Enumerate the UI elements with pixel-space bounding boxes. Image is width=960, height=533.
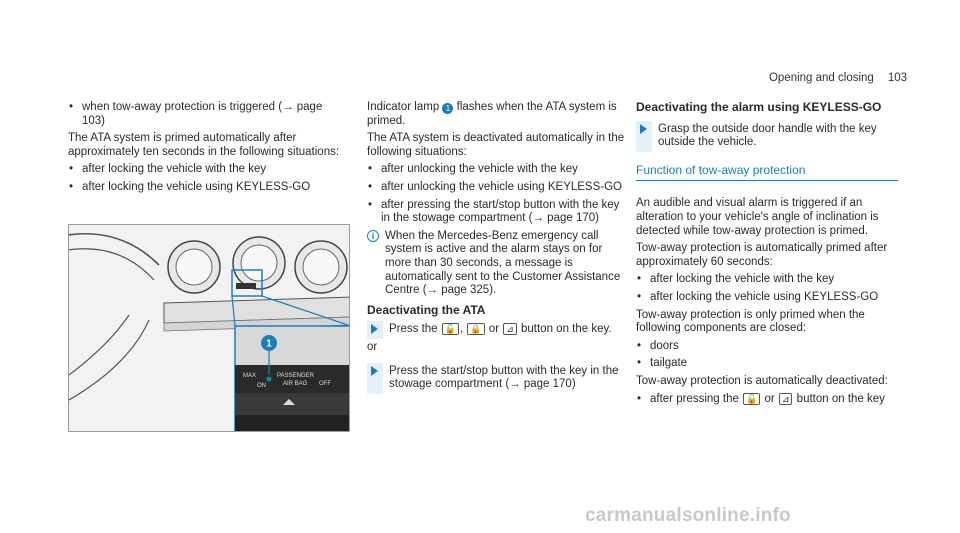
paragraph: Tow-away protection is automatically primed after approximately 60 seconds:	[636, 242, 888, 268]
dashboard-illustration	[68, 224, 350, 432]
paragraph	[367, 101, 627, 128]
step-arrow-icon	[371, 324, 378, 334]
text: or	[764, 392, 775, 405]
or-text: or	[367, 340, 378, 353]
unlock-key-icon: 🔓	[442, 323, 459, 335]
text: Indicator lamp	[367, 101, 440, 113]
info-note	[367, 230, 627, 298]
list-item: • after unlocking the vehicle with the key	[367, 163, 627, 177]
instruction-step	[636, 123, 898, 150]
text: Press the	[389, 323, 438, 336]
text: button on the key	[796, 392, 885, 405]
btn-off-label: OFF	[319, 381, 331, 387]
heading-deactivating-alarm: Deactivating the alarm using KEYLESS-GO	[636, 100, 882, 114]
bullet-list	[68, 101, 348, 128]
heading-deactivating-ata: Deactivating the ATA	[367, 302, 486, 317]
column-middle	[367, 101, 627, 396]
section-name: Opening and closing	[768, 72, 874, 84]
instruction-step: Press the 🔓 , 🔒 or ⊿ button on the key.	[367, 323, 627, 337]
list-item: • after locking the vehicle using KEYLESS-GO	[636, 291, 898, 305]
text: flashes when the ATA system is primed.	[367, 101, 617, 127]
page-number: 103	[887, 72, 907, 84]
text: button on the key.	[521, 323, 612, 336]
text: Grasp the outside door handle with the key outside the vehicle.	[658, 122, 877, 149]
page-header	[769, 72, 907, 84]
list-item: • after locking the vehicle with the key	[68, 163, 348, 177]
paragraph: The ATA system is deactivated automatically in the following situations:	[367, 132, 625, 158]
btn-on-label: ON	[257, 383, 266, 389]
btn-left-label: MAX	[243, 373, 257, 379]
btn-passenger-label: PASSENGER	[277, 373, 314, 379]
column-right	[636, 101, 898, 410]
btn-airbag-label: AIR BAG	[283, 381, 308, 387]
paragraph: The ATA system is primed automatically after approximately ten seconds in the following situations:	[68, 132, 340, 158]
callout-number: 1	[266, 338, 272, 350]
list-item: • after locking the vehicle using KEYLESS-GO	[68, 181, 348, 195]
bullet-list	[68, 163, 348, 194]
text: Press the start/stop button with the key in the stowage compartment (→ page 170)	[389, 364, 619, 391]
text: or	[488, 323, 500, 336]
step-arrow-icon	[371, 366, 378, 376]
paragraph: Tow-away protection is only primed when the following components are closed:	[636, 308, 865, 335]
list-item: • after unlocking the vehicle using KEYLESS-GO	[367, 181, 627, 195]
watermark: carmanualsonline.info	[585, 505, 791, 526]
list-item: • doors	[636, 340, 898, 354]
instruction-step	[367, 365, 627, 392]
dashboard-drawing	[69, 225, 350, 432]
bullet-list	[636, 273, 898, 304]
section-title: Function of tow-away protection	[636, 164, 898, 182]
bullet-list	[367, 163, 627, 225]
paragraph: An audible and visual alarm is triggered if an alteration to your vehicle's angle of inclination is detected while tow-away protection is primed.	[636, 197, 879, 237]
bullet-list	[636, 340, 898, 371]
lock-key-icon: 🔒	[467, 323, 484, 335]
list-item	[636, 393, 898, 407]
step-arrow-icon	[640, 124, 647, 134]
list-item: • after pressing the start/stop button with the key in the stowage compartment (→ page 170)	[367, 199, 627, 226]
list-item: • when tow-away protection is triggered (→ page 103)	[68, 101, 348, 128]
tailgate-key-icon: ⊿	[779, 393, 793, 405]
note-text: When the Mercedes-Benz emergency call system is active and the alarm stays on for more than 30 seconds, a message is automatically sent to the Customer Assistance Centre (→ page 325).	[385, 229, 621, 297]
info-icon: i	[367, 230, 379, 242]
paragraph: Tow-away protection is automatically deactivated:	[636, 374, 888, 387]
bullet-list	[636, 393, 898, 407]
text: after pressing the	[650, 392, 739, 405]
list-item: • tailgate	[636, 357, 898, 371]
callout-badge: 1	[442, 103, 453, 114]
column-left	[68, 101, 348, 199]
list-item: • after locking the vehicle with the key	[636, 273, 898, 287]
unlock-key-icon: 🔓	[743, 393, 760, 405]
tailgate-key-icon: ⊿	[503, 323, 517, 335]
